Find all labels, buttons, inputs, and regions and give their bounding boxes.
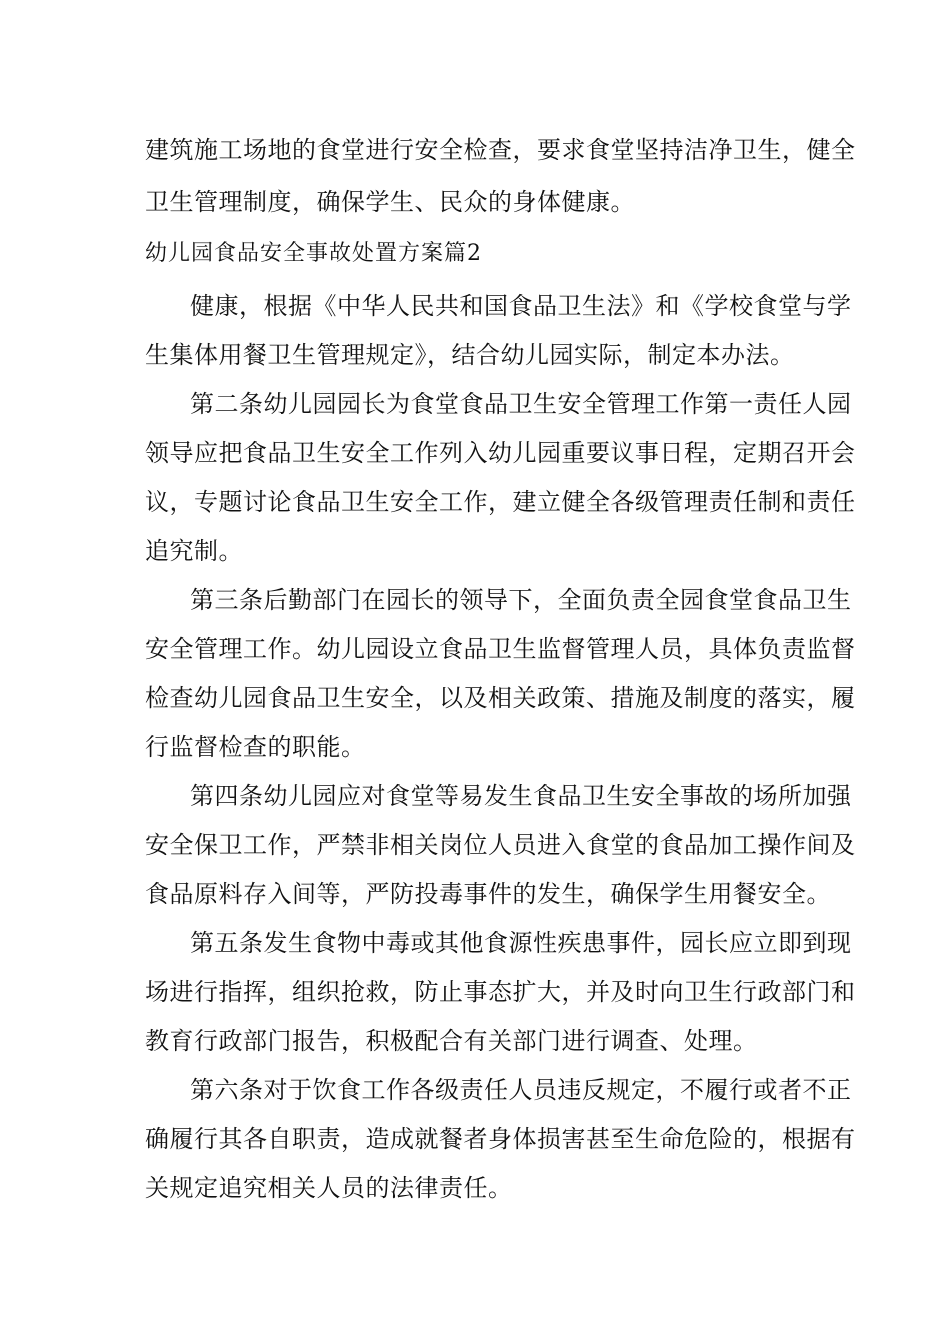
- text-line: 生集体用餐卫生管理规定》，结合幼儿园实际，制定本办法。: [145, 341, 795, 369]
- text-line: 检查幼儿园食品卫生安全，以及相关政策、措施及制度的落实，履: [145, 684, 856, 712]
- text-line: 确履行其各自职责，造成就餐者身体损害甚至生命危险的，根据有: [145, 1125, 856, 1153]
- text-line: 行监督检查的职能。: [145, 733, 366, 761]
- text-line: 第二条幼儿园园长为食堂食品卫生安全管理工作第一责任人园: [190, 390, 852, 418]
- text-line: 第五条发生食物中毒或其他食源性疾患事件，园长应立即到现: [190, 929, 852, 957]
- text-line: 建筑施工场地的食堂进行安全检查，要求食堂坚持洁净卫生，健全: [145, 136, 856, 164]
- text-line: 卫生管理制度，确保学生、民众的身体健康。: [145, 188, 635, 216]
- text-line: 食品原料存入间等，严防投毒事件的发生，确保学生用餐安全。: [145, 880, 831, 908]
- text-line: 安全管理工作。幼儿园设立食品卫生监督管理人员，具体负责监督: [145, 635, 856, 663]
- section-title: 幼儿园食品安全事故处置方案篇2: [145, 241, 482, 266]
- text-line: 领导应把食品卫生安全工作列入幼儿园重要议事日程，定期召开会: [145, 439, 856, 467]
- text-line: 健康，根据《中华人民共和国食品卫生法》和《学校食堂与学: [190, 292, 852, 320]
- text-line: 第三条后勤部门在园长的领导下，全面负责全园食堂食品卫生: [190, 586, 852, 614]
- text-line: 第六条对于饮食工作各级责任人员违反规定，不履行或者不正: [190, 1076, 852, 1104]
- text-line: 关规定追究相关人员的法律责任。: [145, 1174, 513, 1202]
- text-line: 教育行政部门报告，积极配合有关部门进行调查、处理。: [145, 1027, 758, 1055]
- text-line: 议，专题讨论食品卫生安全工作，建立健全各级管理责任制和责任: [145, 488, 856, 516]
- text-line: 安全保卫工作，严禁非相关岗位人员进入食堂的食品加工操作间及: [145, 831, 856, 859]
- text-line: 追究制。: [145, 537, 243, 565]
- text-line: 第四条幼儿园应对食堂等易发生食品卫生安全事故的场所加强: [190, 782, 852, 810]
- text-line: 场进行指挥，组织抢救，防止事态扩大，并及时向卫生行政部门和: [145, 978, 856, 1006]
